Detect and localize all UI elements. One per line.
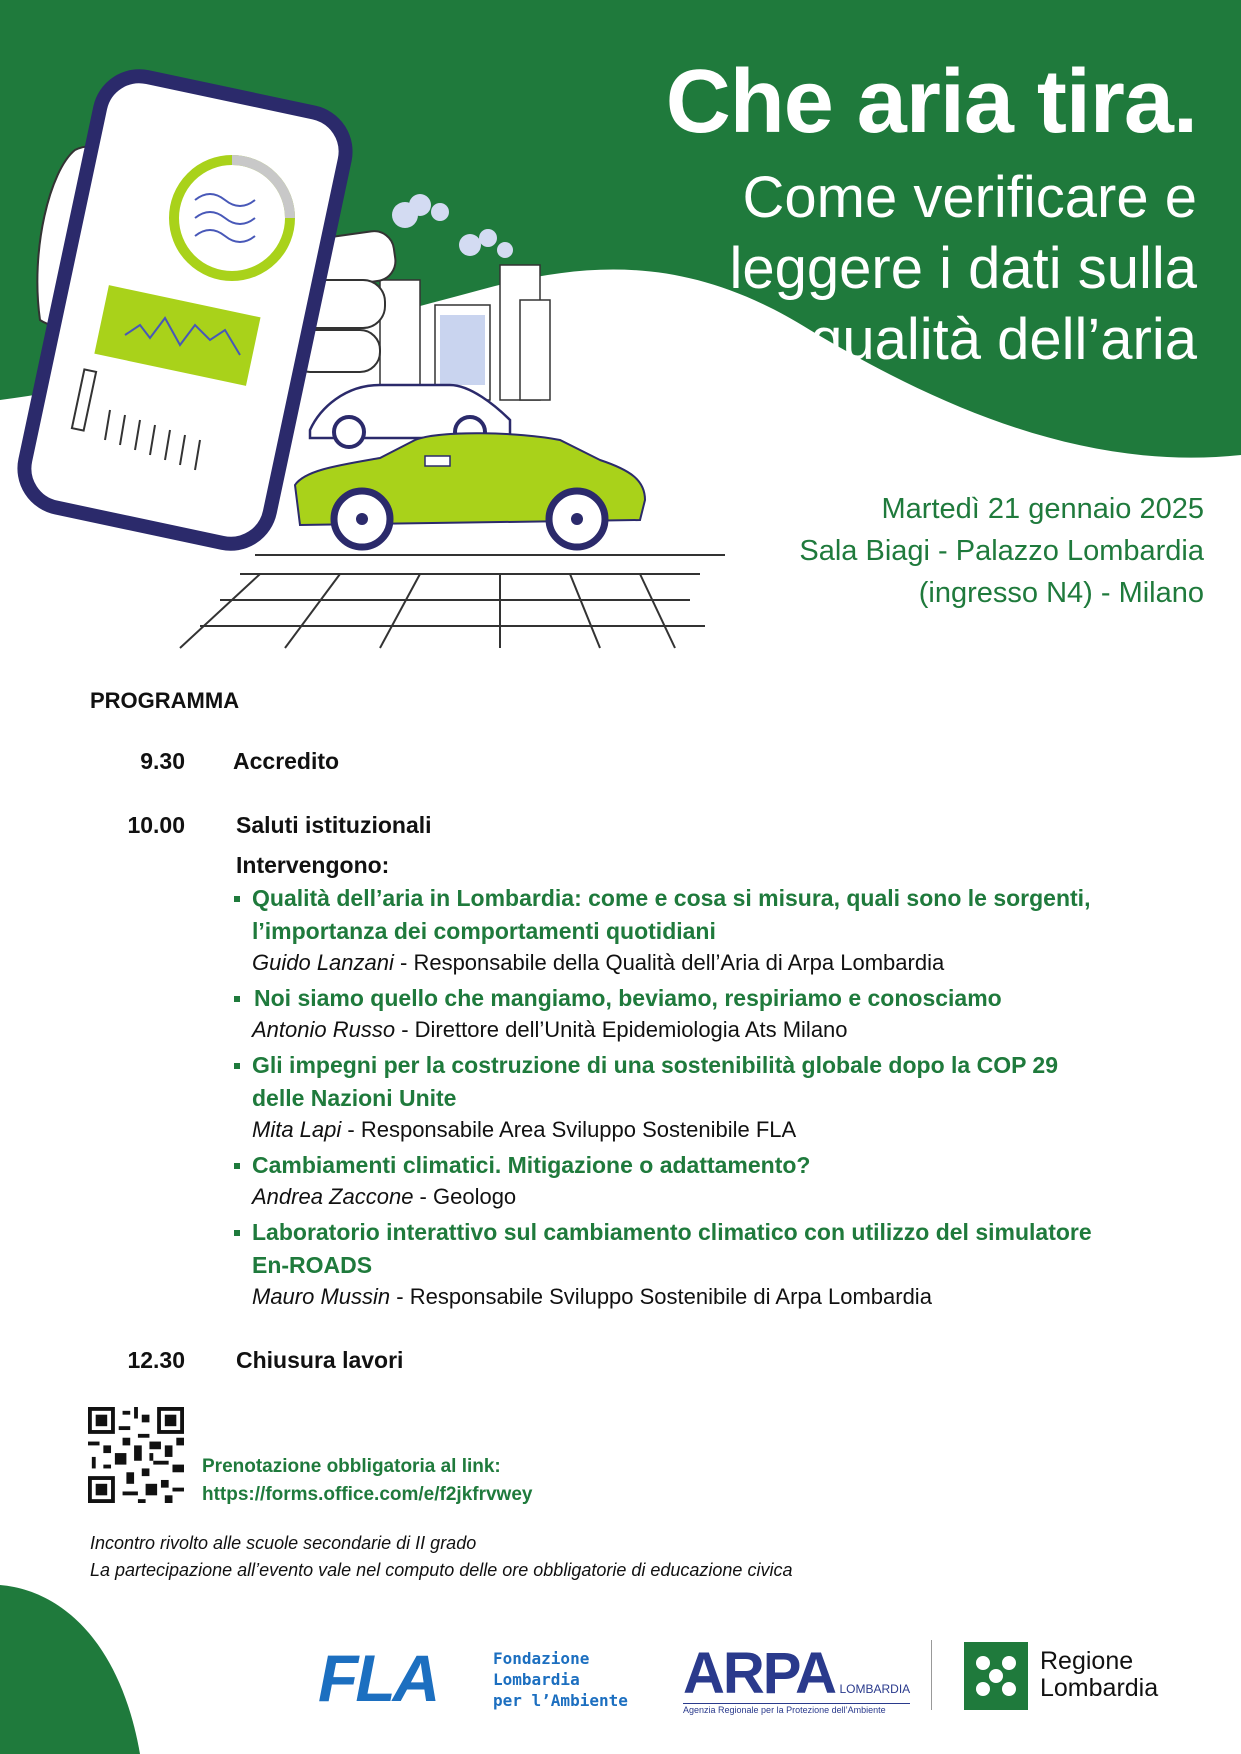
speaker-name: Guido Lanzani <box>252 950 394 975</box>
regione-line: Regione <box>1040 1647 1134 1675</box>
subtitle-line: leggere i dati sulla <box>729 236 1197 301</box>
bullet <box>234 996 240 1002</box>
bullet <box>234 1163 240 1169</box>
fla-name-line: Fondazione <box>493 1649 590 1668</box>
speaker-role: - Responsabile Sviluppo Sostenibile di Arpa Lombardia <box>390 1284 932 1309</box>
talk-speaker <box>252 950 944 976</box>
arpa-fullname: Agenzia Regionale per la Protezione dell’Ambiente <box>683 1703 910 1715</box>
regione-line: Lombardia <box>1040 1674 1159 1702</box>
speaker-name: Antonio Russo <box>252 1017 396 1042</box>
note-line: Incontro rivolto alle scuole secondarie di II grado <box>90 1533 477 1553</box>
event-location: (ingresso N4) - Milano <box>918 577 1204 609</box>
speaker-role: - Responsabile della Qualità dell’Aria di Arpa Lombardia <box>393 950 945 975</box>
talk-topic-line: delle Nazioni Unite <box>252 1085 457 1111</box>
qr-code[interactable] <box>88 1407 184 1503</box>
speaker-name: Andrea Zaccone <box>252 1184 414 1209</box>
arpa-region: LOMBARDIA <box>839 1682 911 1696</box>
event-venue: Sala Biagi - Palazzo Lombardia <box>799 535 1204 567</box>
talk-speaker <box>252 1284 932 1310</box>
arpa-logo <box>683 1640 910 1715</box>
talk-speaker <box>252 1184 516 1210</box>
notes <box>90 1530 792 1584</box>
talk-topic-line: Gli impegni per la costruzione di una sostenibilità globale dopo la COP 29 <box>252 1052 1058 1078</box>
time-slot: 12.30 <box>127 1347 185 1373</box>
building-windows <box>440 315 485 385</box>
smoke-clouds <box>392 194 513 258</box>
booking-text: Prenotazione obbligatoria al link: <box>202 1456 501 1477</box>
speaker-role: - Direttore dell’Unità Epidemiologia Ats Milano <box>395 1017 848 1042</box>
talk-topic-line: En-ROADS <box>252 1252 373 1278</box>
event-info <box>799 488 1204 614</box>
event-date: Martedì 21 gennaio 2025 <box>881 493 1204 525</box>
programme-heading: PROGRAMMA <box>90 688 240 713</box>
speaker-role: - Geologo <box>413 1184 517 1209</box>
talk-topic-line: Cambiamenti climatici. Mitigazione o adattamento? <box>252 1152 811 1178</box>
talk-speaker <box>252 1117 796 1143</box>
fla-name-line: per l’Ambiente <box>493 1691 628 1710</box>
talk-topic <box>252 1049 1058 1115</box>
fla-mark: FLA <box>318 1641 438 1715</box>
speaker-role: - Responsabile Area Sviluppo Sostenibile FLA <box>341 1117 797 1142</box>
talk-topic-line: Laboratorio interattivo sul cambiamento climatico con utilizzo del simulatore <box>252 1219 1092 1245</box>
booking-link[interactable]: https://forms.office.com/e/f2jkfrvwey <box>202 1484 533 1505</box>
fla-name <box>493 1648 628 1711</box>
talk-topic <box>254 982 1002 1015</box>
time-slot: 9.30 <box>140 748 185 774</box>
slot-label: Chiusura lavori <box>236 1347 404 1373</box>
lime-car <box>295 433 645 547</box>
talk-topic-line: Noi siamo quello che mangiamo, beviamo, respiriamo e conosciamo <box>254 985 1002 1011</box>
talk-speaker <box>252 1017 848 1043</box>
talk-topic-line: l’importanza dei comportamenti quotidiani <box>252 918 716 944</box>
bullet <box>234 1230 240 1236</box>
talk-topic <box>252 1149 810 1182</box>
speaker-name: Mauro Mussin <box>252 1284 391 1309</box>
logo-divider <box>931 1640 932 1710</box>
slot-label: Saluti istituzionali <box>236 812 432 838</box>
arpa-mark: ARPA <box>683 1641 836 1706</box>
slot-label: Accredito <box>233 748 340 774</box>
booking-info <box>202 1453 532 1509</box>
road-grid <box>180 555 725 648</box>
intervene-label: Intervengono: <box>236 852 390 878</box>
fla-name-line: Lombardia <box>493 1670 580 1689</box>
note-line: La partecipazione all’evento vale nel computo delle ore obbligatorie di educazione civica <box>90 1560 793 1580</box>
bullet <box>234 1063 240 1069</box>
time-slot: 10.00 <box>127 812 185 838</box>
title-block <box>666 52 1197 375</box>
talk-topic <box>252 1216 1092 1282</box>
regione-lombardia-text <box>1040 1648 1158 1702</box>
subtitle-line: qualità dell’aria <box>810 307 1197 372</box>
subtitle-line: Come verificare e <box>742 165 1197 230</box>
regione-lombardia-emblem <box>964 1642 1028 1710</box>
fla-logo <box>318 1641 438 1715</box>
talk-topic-line: Qualità dell’aria in Lombardia: come e cosa si misura, quali sono le sorgenti, <box>252 885 1091 911</box>
main-title: Che aria tira. <box>665 52 1197 152</box>
talk-topic <box>252 882 1090 948</box>
bullet <box>234 896 240 902</box>
speaker-name: Mita Lapi <box>252 1117 342 1142</box>
subtitle <box>666 162 1197 375</box>
